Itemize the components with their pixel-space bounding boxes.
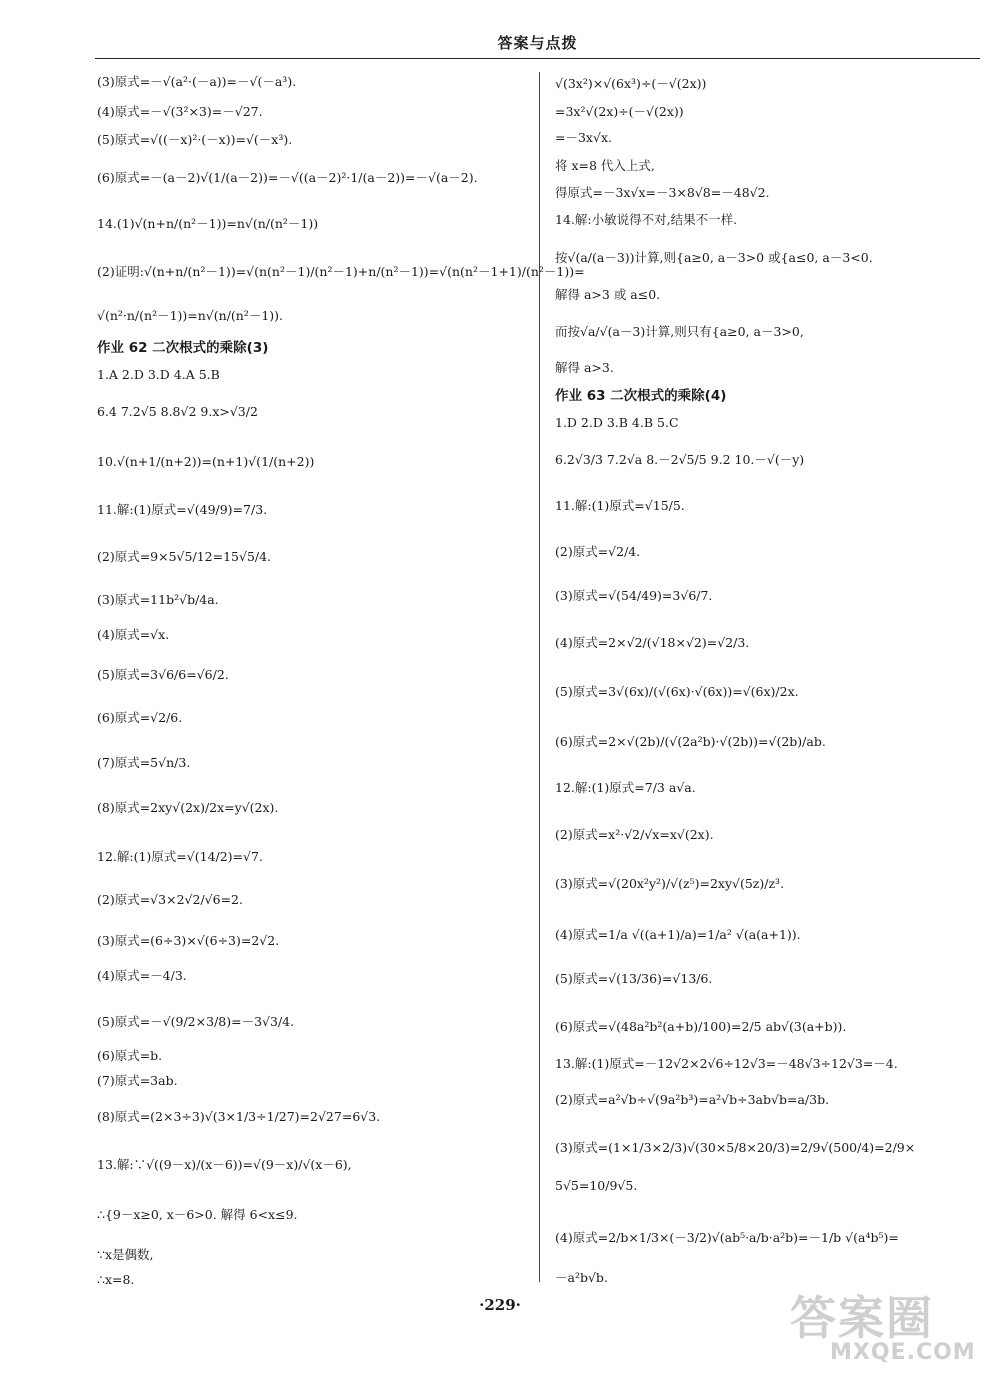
- column-divider: [539, 72, 540, 1282]
- answer-line: (3)原式=√(20x²y²)/√(z⁵)=2xy√(5z)/z³.: [555, 876, 785, 891]
- answer-line: 6.2√3/3 7.2√a 8.－2√5/5 9.2 10.－√(－y): [555, 452, 805, 467]
- answer-line: 10.√(n+1/(n+2))=(n+1)√(1/(n+2)): [97, 454, 315, 469]
- answer-line: 14.(1)√(n+n/(n²－1))=n√(n/(n²－1)): [97, 216, 319, 231]
- answer-line: 得原式=－3x√x=－3×8√8=－48√2.: [555, 185, 770, 200]
- answer-line: (6)原式=√2/6.: [97, 710, 183, 725]
- answer-line: (3)原式=11b²√b/4a.: [97, 592, 219, 607]
- answer-line: (8)原式=2xy√(2x)/2x=y√(2x).: [97, 800, 279, 815]
- answer-line: (2)原式=√3×2√2/√6=2.: [97, 892, 243, 907]
- answer-line: (5)原式=－√(9/2×3/8)=－3√3/4.: [97, 1014, 295, 1029]
- answer-line: (4)原式=－√(3²×3)=－√27.: [97, 104, 263, 119]
- answer-line: 将 x=8 代入上式,: [555, 158, 655, 173]
- section-heading-63: 作业 63 二次根式的乘除(4): [555, 388, 727, 404]
- answer-line: (2)原式=x²·√2/√x=x√(2x).: [555, 827, 714, 842]
- section-heading-62: 作业 62 二次根式的乘除(3): [97, 340, 269, 356]
- page-number: ·229·: [479, 1296, 521, 1314]
- answer-line: (6)原式=2×√(2b)/(√(2a²b)·√(2b))=√(2b)/ab.: [555, 734, 826, 749]
- answer-line: ∴{9－x≥0, x－6>0. 解得 6<x≤9.: [97, 1207, 298, 1222]
- answer-line: 13.解:∵√((9－x)/(x－6))=√(9－x)/√(x－6),: [97, 1157, 352, 1172]
- watermark-url: MXQE.COM: [830, 1340, 976, 1365]
- answer-line: (3)原式=(6÷3)×√(6÷3)=2√2.: [97, 933, 280, 948]
- answer-line: 6.4 7.2√5 8.8√2 9.x>√3/2: [97, 404, 258, 419]
- answer-line: (6)原式=－(a－2)√(1/(a－2))=－√((a－2)²·1/(a－2))=－√(a－2).: [97, 170, 478, 185]
- answer-line: (5)原式=3√6/6=√6/2.: [97, 667, 229, 682]
- answer-line: 按√(a/(a－3))计算,则{a≥0, a－3>0 或{a≤0, a－3<0.: [555, 250, 873, 265]
- answer-line: (4)原式=－4/3.: [97, 968, 187, 983]
- answer-line: √(3x²)×√(6x³)÷(－√(2x)): [555, 76, 707, 91]
- answer-line: (2)原式=a²√b÷√(9a²b³)=a²√b÷3ab√b=a/3b.: [555, 1092, 830, 1107]
- watermark: [790, 1282, 990, 1372]
- answer-line: 解得 a>3 或 a≤0.: [555, 287, 661, 302]
- answer-line: (5)原式=√((－x)²·(－x))=√(－x³).: [97, 132, 293, 147]
- answer-line: (3)原式=√(54/49)=3√6/7.: [555, 588, 713, 603]
- answer-line: －a²b√b.: [555, 1270, 608, 1285]
- answer-line: (4)原式=√x.: [97, 627, 170, 642]
- answer-line: 而按√a/√(a－3)计算,则只有{a≥0, a－3>0,: [555, 324, 804, 339]
- answer-line: 11.解:(1)原式=√(49/9)=7/3.: [97, 502, 268, 517]
- answer-line: 5√5=10/9√5.: [555, 1178, 638, 1193]
- answer-line: (6)原式=b.: [97, 1048, 163, 1063]
- answer-line: (6)原式=√(48a²b²(a+b)/100)=2/5 ab√(3(a+b)).: [555, 1019, 847, 1034]
- answer-line: =3x²√(2x)÷(－√(2x)): [555, 104, 684, 119]
- watermark-logo: 答案圈: [790, 1291, 934, 1345]
- answer-line: 1.A 2.D 3.D 4.A 5.B: [97, 367, 220, 382]
- answer-line: (7)原式=5√n/3.: [97, 755, 191, 770]
- answer-line: (4)原式=1/a √((a+1)/a)=1/a² √(a(a+1)).: [555, 927, 801, 942]
- answer-line: (3)原式=－√(a²·(－a))=－√(－a³).: [97, 74, 297, 89]
- answer-line: ∵x是偶数,: [97, 1247, 154, 1262]
- answer-line: (4)原式=2×√2/(√18×√2)=√2/3.: [555, 635, 750, 650]
- answer-line: (2)原式=9×5√5/12=15√5/4.: [97, 549, 272, 564]
- header-title: 答案与点拨: [497, 34, 578, 52]
- answer-line: =－3x√x.: [555, 130, 612, 145]
- answer-line: 12.解:(1)原式=√(14/2)=√7.: [97, 849, 263, 864]
- answer-line: (7)原式=3ab.: [97, 1073, 178, 1088]
- answer-line: (2)证明:√(n+n/(n²－1))=√(n(n²－1)/(n²－1)+n/(n²－1))=√(n(n²－1+1)/(n²－1))=: [97, 264, 585, 279]
- answer-line: 解得 a>3.: [555, 360, 614, 375]
- answer-line: (4)原式=2/b×1/3×(－3/2)√(ab⁵·a/b·a²b)=－1/b √(a⁴b⁵)=: [555, 1230, 899, 1245]
- answer-line: (8)原式=(2×3÷3)√(3×1/3÷1/27)=2√27=6√3.: [97, 1109, 381, 1124]
- answer-line: √(n²·n/(n²－1))=n√(n/(n²－1)).: [97, 308, 284, 323]
- answer-line: (5)原式=3√(6x)/(√(6x)·√(6x))=√(6x)/2x.: [555, 684, 799, 699]
- answer-line: 1.D 2.D 3.B 4.B 5.C: [555, 415, 679, 430]
- answer-line: 14.解:小敏说得不对,结果不一样.: [555, 212, 738, 227]
- answer-line: (5)原式=√(13/36)=√13/6.: [555, 971, 713, 986]
- answer-line: (2)原式=√2/4.: [555, 544, 641, 559]
- page-header: [95, 28, 980, 59]
- answer-line: (3)原式=(1×1/3×2/3)√(30×5/8×20/3)=2/9√(500/4)=2/9×: [555, 1140, 916, 1155]
- answer-line: 12.解:(1)原式=7/3 a√a.: [555, 780, 696, 795]
- answer-line: ∴x=8.: [97, 1272, 135, 1287]
- answer-line: 11.解:(1)原式=√15/5.: [555, 498, 685, 513]
- answer-line: 13.解:(1)原式=－12√2×2√6÷12√3=－48√3÷12√3=－4.: [555, 1056, 898, 1071]
